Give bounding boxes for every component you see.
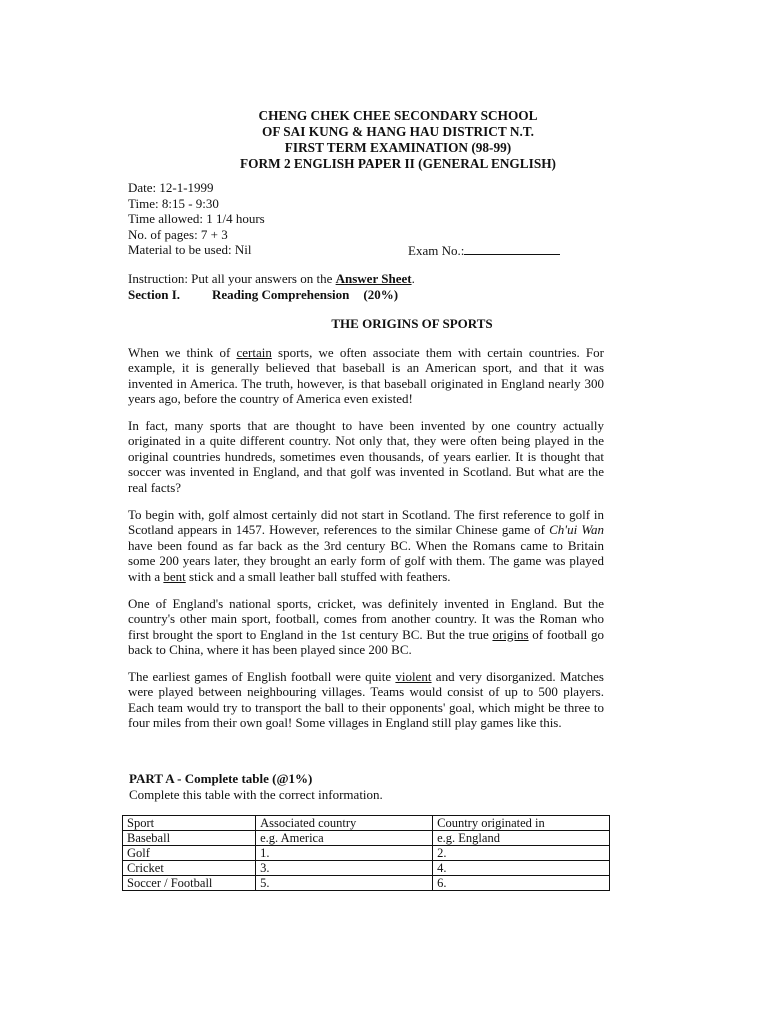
time-allowed: Time allowed: 1 1/4 hours — [128, 211, 265, 226]
section-heading — [128, 287, 608, 303]
part-a — [129, 771, 609, 802]
material-row — [128, 242, 598, 258]
exam-no-field[interactable] — [408, 242, 560, 259]
paragraph-5: The earliest games of English football were quite violent and very disorganized. Matches were played between neighbouring villages. Teams would consist of up to 500 players. Each team would try to transport the ball to their opponents' goal, which might be three to four miles from their own goal! Some villages in England still play games like this. — [128, 669, 604, 731]
answer-cell[interactable]: 2. — [433, 846, 610, 861]
instruction-prefix: Instruction: Put all your answers on the — [128, 271, 336, 286]
instruction-suffix: . — [411, 271, 415, 286]
table-cell: Soccer / Football — [123, 876, 256, 891]
italic-chui-wan: Ch'ui Wan — [549, 522, 604, 538]
table-cell: e.g. America — [256, 831, 433, 846]
answer-cell[interactable]: 1. — [256, 846, 433, 861]
table-cell: Baseball — [123, 831, 256, 846]
instruction-block — [128, 271, 608, 302]
header-line-3: FIRST TERM EXAMINATION (98-99) — [284, 140, 512, 155]
exam-date: Date: 12-1-1999 — [128, 180, 214, 195]
table-cell: Cricket — [123, 861, 256, 876]
table-row — [123, 831, 610, 846]
exam-time: Time: 8:15 - 9:30 — [128, 195, 219, 211]
header-line-2: OF SAI KUNG & HANG HAU DISTRICT N.T. — [261, 124, 534, 139]
answer-cell[interactable]: 4. — [433, 861, 610, 876]
material: Material to be used: Nil — [128, 242, 252, 257]
part-a-instruction: Complete this table with the correct information. — [129, 786, 383, 802]
section-weight: (20%) — [363, 286, 399, 302]
exam-meta — [128, 180, 598, 258]
table-row — [123, 876, 610, 891]
instruction — [128, 271, 608, 287]
paragraph-3: To begin with, golf almost certainly did not start in Scotland. The first reference to golf in Scotland appears in 1457. However, references to the similar Chinese game of Ch'ui Wan have been found as far back as the 3rd century BC. When the Romans came to Britain some 200 years later, they brought an early form of golf with them. The game was played with a bent stick and a small leather ball stuffed with feathers. — [128, 507, 604, 584]
part-a-heading: PART A - Complete table (@1%) — [129, 771, 313, 786]
underlined-word-bent: bent — [163, 568, 186, 584]
header-line-1: CHENG CHEK CHEE SECONDARY SCHOOL — [258, 108, 538, 123]
answer-cell[interactable]: 6. — [433, 876, 610, 891]
table-cell: e.g. England — [433, 831, 610, 846]
header-cell-sport: Sport — [123, 816, 256, 831]
answer-cell[interactable]: 5. — [256, 876, 433, 891]
table-row — [123, 861, 610, 876]
underlined-word-origins: origins — [492, 626, 529, 642]
underlined-word-certain: certain — [236, 345, 272, 360]
page-count: No. of pages: 7 + 3 — [128, 226, 228, 242]
school-header — [0, 108, 768, 172]
section-name: Reading Comprehension — [212, 286, 350, 302]
exam-no-label: Exam No.: — [408, 243, 465, 258]
underlined-word-violent: violent — [395, 669, 432, 684]
table-row — [123, 846, 610, 861]
paragraph-4: One of England's national sports, cricket, was definitely invented in England. But the country's other main sport, football, comes from another country. It was the Roman who first brought the sport to England in the 1st century BC. But the true origins of football go back to China, where it has been played since 200 BC. — [128, 596, 605, 658]
table-cell: Golf — [123, 846, 256, 861]
paragraph-2: In fact, many sports that are thought to have been invented by one country actually originated in a quite different country. Not only that, they were often being played in the original countries hundreds, sometimes even thousands, of years earlier. It is thought that soccer was invented in England, and that golf was invented in Scotland. But what are the real facts? — [128, 418, 604, 495]
section-label: Section I. — [128, 286, 180, 302]
exam-no-blank[interactable] — [464, 242, 560, 255]
answer-table — [122, 815, 610, 891]
answer-sheet-label: Answer Sheet — [335, 271, 412, 286]
paragraph-1: When we think of certain sports, we often associate them with certain countries. For example, it is generally believed that baseball is an American sport, and that it was invented in America. The truth, however, is that baseball originated in England nearly 300 years ago, before the country of America even existed! — [128, 345, 604, 407]
answer-cell[interactable]: 3. — [256, 861, 433, 876]
header-line-4: FORM 2 ENGLISH PAPER II (GENERAL ENGLISH) — [240, 156, 556, 171]
header-cell-associated-country: Associated country — [256, 816, 433, 831]
passage-title: THE ORIGINS OF SPORTS — [331, 316, 493, 331]
header-cell-country-originated: Country originated in — [433, 816, 610, 831]
table-header-row — [123, 816, 610, 831]
